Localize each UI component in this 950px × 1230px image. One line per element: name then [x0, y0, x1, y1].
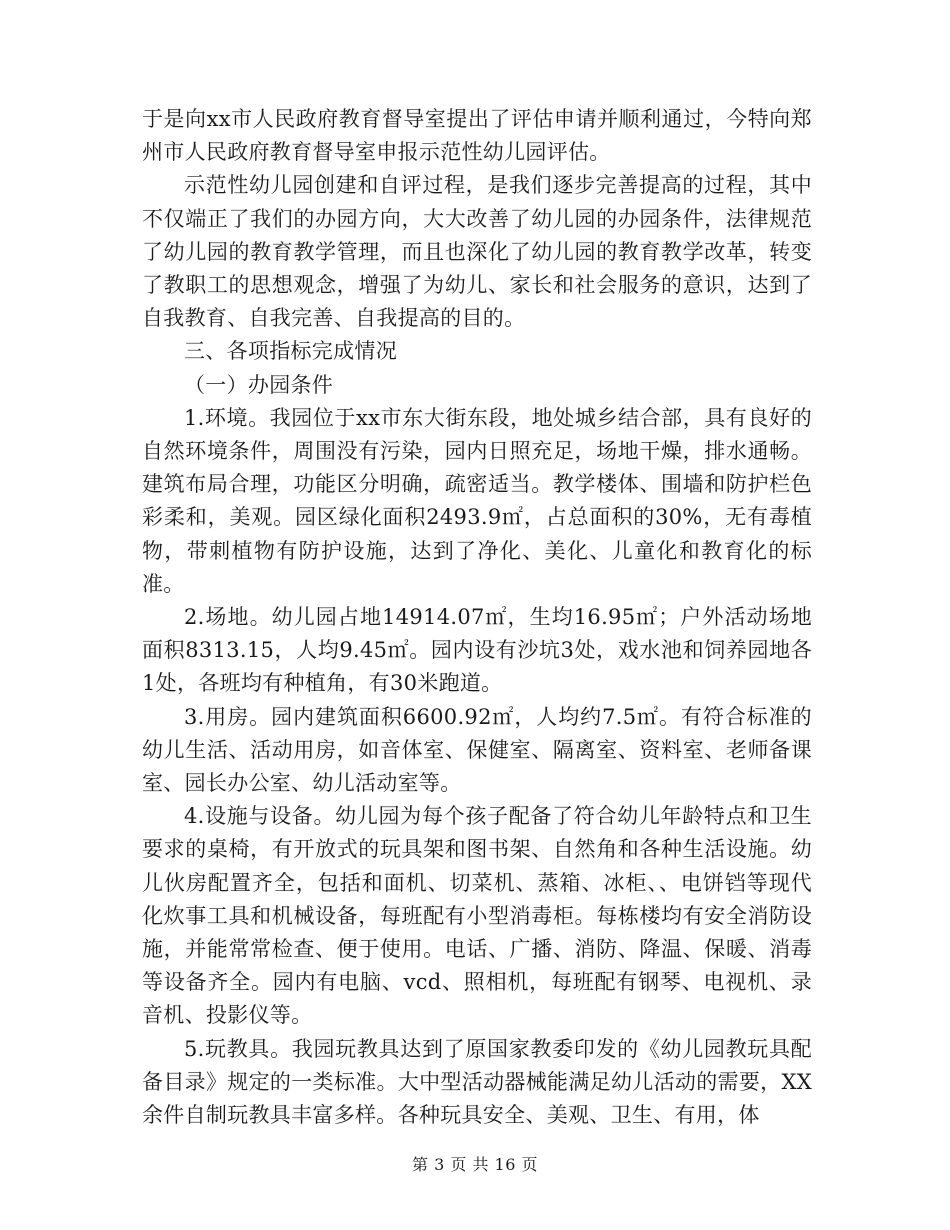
section-heading-indicators: 三、各项指标完成情况 — [184, 339, 397, 364]
paragraph-facilities: 4.设施与设备。幼儿园为每个孩子配备了符合幼儿年龄特点和卫生要求的桌椅，有开放式的玩具架和图书架、自然角和各种生活设施。幼儿伙房配置齐全，包括和面机、切菜机、蒸箱、冰柜、、电饼铛等现代化炊事工具和机械设备，每班配有小型消毒柜。每栋楼均有安全消防设施，并能常常检查、便于使用。电话、广播、消防、降温、保暖、消毒等设备齐全。园内有电脑、vcd、照相机，每班配有钢琴、电视机、录音机、投影仪等。 — [142, 804, 812, 1028]
paragraph-toys: 5.玩教具。我园玩教具达到了原国家教委印发的《幼儿园教玩具配备目录》规定的一类标准。大中型活动器械能满足幼儿活动的需要，XX余件自制玩教具丰富多样。各种玩具安全、美观、卫生、有用，体 — [142, 1036, 812, 1128]
paragraph-2: 示范性幼儿园创建和自评过程，是我们逐步完善提高的过程，其中不仅端正了我们的办园方向，大大改善了幼儿园的办园条件，法律规范了幼儿园的教育教学管理，而且也深化了幼儿园的教育教学改革，转变了教职工的思想观念，增强了为幼儿、家长和社会服务的意识，达到了自我教育、自我完善、自我提高的目的。 — [142, 173, 812, 331]
document-body — [142, 103, 812, 1132]
paragraph-1: 于是向xx市人民政府教育督导室提出了评估申请并顺利通过，今特向郑州市人民政府教育督导室申报示范性幼儿园评估。 — [142, 107, 812, 165]
page-footer: 第 3 页 共 16 页 — [412, 1155, 538, 1174]
subsection-heading-conditions: （一）办园条件 — [184, 372, 334, 397]
paragraph-site: 2.场地。幼儿园占地14914.07㎡，生均16.95㎡；户外活动场地面积8313.15，人均9.45㎡。园内设有沙坑3处，戏水池和饲养园地各1处，各班均有种植角，有30米跑道。 — [142, 605, 812, 696]
paragraph-environment: 1.环境。我园位于xx市东大街东段，地处城乡结合部，具有良好的自然环境条件，周围没有污染，园内日照充足，场地干燥，排水通畅。建筑布局合理，功能区分明确，疏密适当。教学楼体、围墙和防护栏色彩柔和，美观。园区绿化面积2493.9㎡，占总面积的30%，无有毒植物，带刺植物有防护设施，达到了净化、美化、儿童化和教育化的标准。 — [142, 405, 812, 596]
paragraph-buildings: 3.用房。园内建筑面积6600.92㎡，人均约7.5㎡。有符合标准的幼儿生活、活动用房，如音体室、保健室、隔离室、资料室、老师备课室、园长办公室、幼儿活动室等。 — [142, 704, 812, 796]
